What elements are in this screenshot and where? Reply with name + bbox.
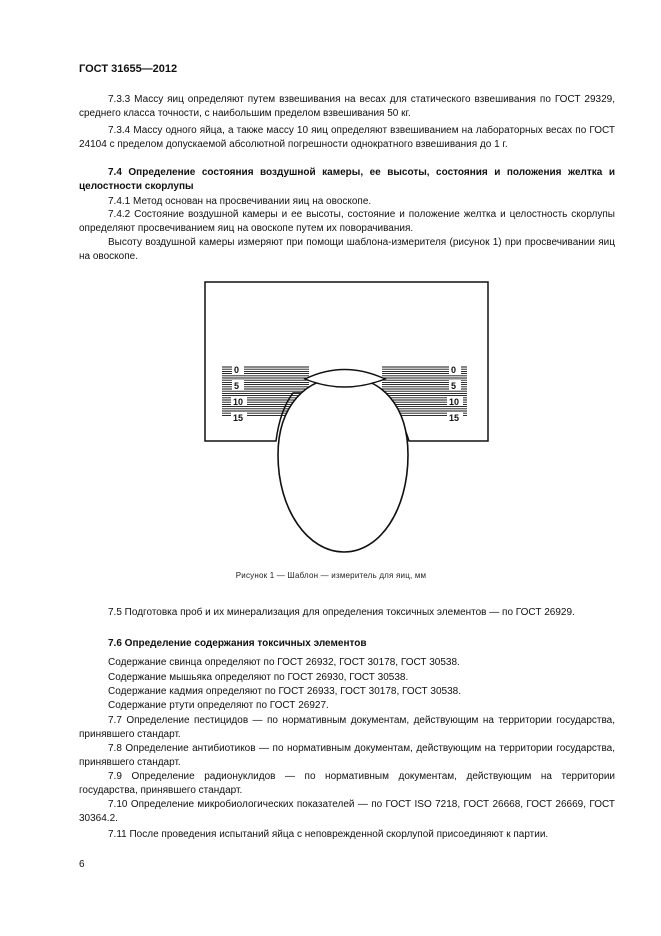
- scale-left-label: 5: [234, 381, 240, 391]
- scale-right-label: 5: [451, 381, 457, 391]
- paragraph-7-6-lead: Содержание свинца определяют по ГОСТ 26932, ГОСТ 30178, ГОСТ 30538.: [108, 657, 460, 668]
- paragraph-7-9: 7.9 Определение радионуклидов — по нормативным документам, действующим на территории государства, принявшего стандарт.: [79, 771, 615, 796]
- section-heading-7-6: 7.6 Определение содержания токсичных элементов: [108, 638, 367, 649]
- scale-right-label: 0: [451, 365, 457, 375]
- paragraph-7-3-3: 7.3.3 Массу яиц определяют путем взвешивания на весах для статического взвешивания по ГОСТ 29329, среднего класса точности, с наибольшим пределом взвешивания 50 кг.: [79, 94, 615, 119]
- paragraph-7-5: 7.5 Подготовка проб и их минерализация для определения токсичных элементов — по ГОСТ 26929.: [108, 607, 575, 618]
- paragraph-7-6-arsenic: Содержание мышьяка определяют по ГОСТ 26930, ГОСТ 30538.: [108, 672, 409, 683]
- page-number: 6: [79, 859, 85, 870]
- paragraph-7-10: 7.10 Определение микробиологических показателей — по ГОСТ ISO 7218, ГОСТ 26668, ГОСТ 26669, ГОСТ 30364.2.: [79, 799, 615, 824]
- paragraph-7-3-4: 7.3.4 Массу одного яйца, а также массу 10 яиц определяют взвешиванием на лабораторных весах по ГОСТ 24104 с пределом допускаемой абсолютной погрешности однократного взвешивания до 1 г.: [79, 125, 615, 150]
- paragraph-7-11: 7.11 После проведения испытаний яйца с неповрежденной скорлупой присоединяют к партии.: [108, 829, 549, 840]
- paragraph-7-6-mercury: Содержание ртути определяют по ГОСТ 26927.: [108, 700, 329, 711]
- scale-left-label: 10: [233, 397, 244, 407]
- scale-left-label: 0: [234, 365, 240, 375]
- section-heading-7-4: 7.4 Определение состояния воздушной камеры, ее высоты, состояния и положения желтка и целостности скорлупы: [79, 167, 615, 192]
- scale-right-label: 10: [449, 397, 460, 407]
- paragraph-7-8: 7.8 Определение антибиотиков — по нормативным документам, действующим на территории государства, принявшего стандарт.: [79, 743, 615, 768]
- paragraph-7-4-1: 7.4.1 Метод основан на просвечивании яиц на овоскопе.: [108, 196, 372, 207]
- scale-left-label: 15: [233, 413, 244, 423]
- egg-outline: [278, 377, 408, 552]
- paragraph-7-6-cadmium: Содержание кадмия определяют по ГОСТ 26933, ГОСТ 30178, ГОСТ 30538.: [108, 686, 461, 697]
- paragraph-7-7: 7.7 Определение пестицидов — по нормативным документам, действующим на территории государства, принявшего стандарт.: [79, 715, 615, 740]
- figure-caption: Рисунок 1 — Шаблон — измеритель для яиц, мм: [235, 571, 427, 580]
- paragraph-7-4-2: 7.4.2 Состояние воздушной камеры и ее высоты, состояние и положение желтка и целостность скорлупы определяют просвечиванием яиц на овоскопе путем их поворачивания.: [79, 209, 615, 234]
- document-header: ГОСТ 31655—2012: [79, 63, 178, 75]
- scale-right-label: 15: [449, 413, 460, 423]
- paragraph-7-4-2-b: Высоту воздушной камеры измеряют при помощи шаблона-измерителя (рисунок 1) при просвечивании яиц на овоскопе.: [79, 237, 615, 262]
